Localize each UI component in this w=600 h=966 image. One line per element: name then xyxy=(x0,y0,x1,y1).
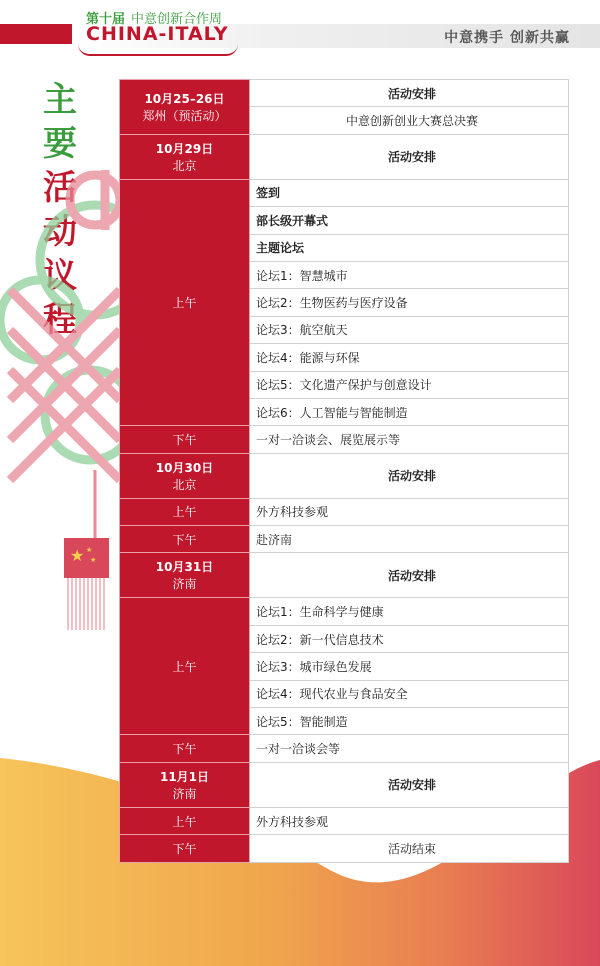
period-label: 下午 xyxy=(120,835,250,862)
table-row xyxy=(120,134,569,179)
event-item: 中意创新创业大赛总决赛 xyxy=(250,107,569,134)
event-item: 活动结束 xyxy=(250,835,569,862)
table-row xyxy=(120,598,569,625)
day-cell xyxy=(120,453,250,498)
day-cell xyxy=(120,553,250,598)
edition-label: 第十届 xyxy=(86,12,126,27)
period-label: 下午 xyxy=(120,426,250,453)
day-date: 10月31日 xyxy=(155,560,214,575)
event-item: 一对一洽谈会等 xyxy=(250,735,569,762)
title-char: 主 xyxy=(43,80,77,120)
svg-text:★: ★ xyxy=(90,556,97,564)
title-char: 议 xyxy=(43,256,77,296)
section-header: 活动安排 xyxy=(250,553,569,598)
svg-text:★: ★ xyxy=(70,546,85,565)
schedule-table xyxy=(119,79,569,863)
edition-subtitle: 中意创新合作周 xyxy=(131,12,223,27)
event-item: 论坛3：航空航天 xyxy=(250,316,569,343)
day-cell xyxy=(120,762,250,807)
table-row xyxy=(120,453,569,498)
table-row xyxy=(120,526,569,553)
table-row xyxy=(120,762,569,807)
table-row xyxy=(120,498,569,525)
event-item: 签到 xyxy=(250,179,569,206)
section-header: 活动安排 xyxy=(250,134,569,179)
event-item: 一对一洽谈会、展览展示等 xyxy=(250,426,569,453)
table-row xyxy=(120,807,569,834)
section-header: 活动安排 xyxy=(250,762,569,807)
header-title: CHINA-ITALY xyxy=(86,23,229,45)
event-item: 论坛5：文化遗产保护与创意设计 xyxy=(250,371,569,398)
event-item: 主题论坛 xyxy=(250,234,569,261)
event-item: 论坛1：智慧城市 xyxy=(250,261,569,288)
event-item: 部长级开幕式 xyxy=(250,207,569,234)
period-label: 下午 xyxy=(120,526,250,553)
period-label: 上午 xyxy=(120,598,250,735)
period-label: 下午 xyxy=(120,735,250,762)
table-row xyxy=(120,553,569,598)
event-item: 外方科技参观 xyxy=(250,807,569,834)
day-location: 济南 xyxy=(172,577,197,592)
event-item: 论坛5：智能制造 xyxy=(250,708,569,735)
table-row xyxy=(120,179,569,206)
table-row xyxy=(120,426,569,453)
day-location: 济南 xyxy=(172,786,197,801)
day-location: 郑州（预活动） xyxy=(142,108,227,123)
table-row xyxy=(120,835,569,862)
day-cell xyxy=(120,80,250,135)
event-item: 论坛3：城市绿色发展 xyxy=(250,653,569,680)
period-label: 上午 xyxy=(120,807,250,834)
event-item: 论坛4：现代农业与食品安全 xyxy=(250,680,569,707)
day-date: 10月30日 xyxy=(155,460,214,475)
china-flag-icon xyxy=(64,538,109,578)
event-item: 论坛4：能源与环保 xyxy=(250,344,569,371)
section-header: 活动安排 xyxy=(250,80,569,107)
chinese-knot-decoration xyxy=(0,170,130,630)
event-item: 外方科技参观 xyxy=(250,498,569,525)
day-date: 10月29日 xyxy=(155,141,214,156)
header-red-bar xyxy=(0,24,72,44)
svg-text:★: ★ xyxy=(86,546,93,554)
title-char: 要 xyxy=(43,124,77,164)
title-char: 程 xyxy=(43,300,77,340)
event-item: 论坛2：新一代信息技术 xyxy=(250,625,569,652)
event-item: 论坛1：生命科学与健康 xyxy=(250,598,569,625)
period-label: 上午 xyxy=(120,498,250,525)
day-cell xyxy=(120,134,250,179)
event-item: 论坛6：人工智能与智能制造 xyxy=(250,398,569,425)
header-banner xyxy=(0,0,600,58)
day-date: 10月25–26日 xyxy=(144,91,225,106)
header-arc xyxy=(78,44,238,56)
section-header: 活动安排 xyxy=(250,453,569,498)
event-item: 论坛2：生物医药与医疗设备 xyxy=(250,289,569,316)
day-date: 11月1日 xyxy=(159,769,210,784)
period-label: 上午 xyxy=(120,179,250,426)
day-location: 北京 xyxy=(172,158,197,173)
day-location: 北京 xyxy=(172,477,197,492)
table-row xyxy=(120,735,569,762)
event-item: 赴济南 xyxy=(250,526,569,553)
title-char: 动 xyxy=(43,212,77,252)
header-slogan: 中意携手 创新共赢 xyxy=(444,30,570,46)
title-char: 活 xyxy=(43,168,77,208)
table-row xyxy=(120,80,569,107)
